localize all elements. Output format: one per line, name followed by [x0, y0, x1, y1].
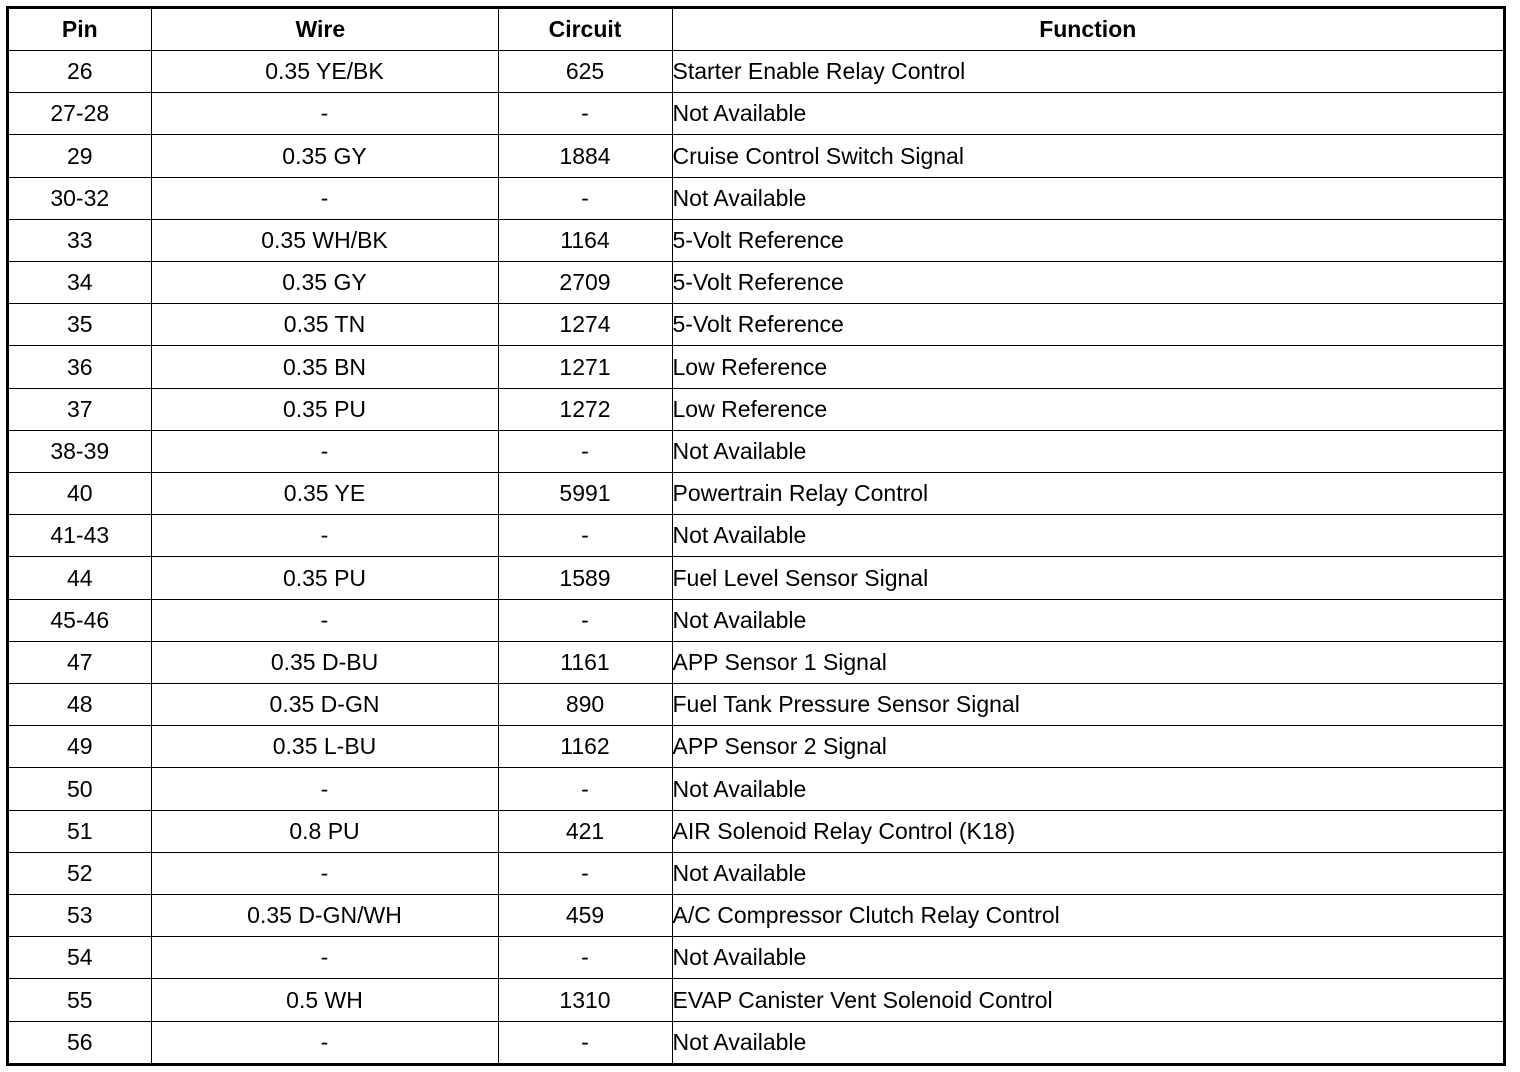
circuit-cell: 890: [498, 684, 672, 726]
function-cell: Not Available: [672, 599, 1503, 641]
wire-cell: -: [151, 852, 498, 894]
circuit-cell: -: [498, 599, 672, 641]
wire-cell: -: [151, 937, 498, 979]
wire-cell: 0.5 WH: [151, 979, 498, 1021]
circuit-cell: 1274: [498, 304, 672, 346]
wire-cell: -: [151, 768, 498, 810]
circuit-cell: 1164: [498, 219, 672, 261]
circuit-cell: -: [498, 515, 672, 557]
function-cell: APP Sensor 2 Signal: [672, 726, 1503, 768]
pin-cell: 40: [9, 473, 151, 515]
pin-cell: 30-32: [9, 177, 151, 219]
pin-cell: 36: [9, 346, 151, 388]
pin-cell: 41-43: [9, 515, 151, 557]
pin-cell: 48: [9, 684, 151, 726]
wire-cell: 0.8 PU: [151, 810, 498, 852]
circuit-cell: -: [498, 768, 672, 810]
wire-cell: -: [151, 430, 498, 472]
function-cell: Powertrain Relay Control: [672, 473, 1503, 515]
wire-cell: -: [151, 1021, 498, 1063]
table-row: [9, 726, 1503, 768]
wire-cell: 0.35 D-GN: [151, 684, 498, 726]
table-row: [9, 388, 1503, 430]
function-cell: Not Available: [672, 515, 1503, 557]
table-row: [9, 599, 1503, 641]
function-cell: 5-Volt Reference: [672, 219, 1503, 261]
pin-cell: 45-46: [9, 599, 151, 641]
table-row: [9, 810, 1503, 852]
function-cell: Starter Enable Relay Control: [672, 51, 1503, 93]
pin-cell: 33: [9, 219, 151, 261]
function-cell: Not Available: [672, 93, 1503, 135]
function-cell: Not Available: [672, 768, 1503, 810]
connector-pinout-table-frame: [6, 6, 1506, 1066]
circuit-cell: -: [498, 937, 672, 979]
header-wire: Wire: [151, 9, 498, 51]
function-cell: Low Reference: [672, 346, 1503, 388]
circuit-cell: -: [498, 177, 672, 219]
connector-pinout-table: [9, 9, 1503, 1063]
table-row: [9, 852, 1503, 894]
pin-cell: 37: [9, 388, 151, 430]
header-pin: Pin: [9, 9, 151, 51]
pin-cell: 55: [9, 979, 151, 1021]
pin-cell: 56: [9, 1021, 151, 1063]
wire-cell: 0.35 GY: [151, 262, 498, 304]
header-row: [9, 9, 1503, 51]
circuit-cell: 1589: [498, 557, 672, 599]
wire-cell: 0.35 D-BU: [151, 641, 498, 683]
table-row: [9, 473, 1503, 515]
pin-cell: 35: [9, 304, 151, 346]
table-row: [9, 262, 1503, 304]
table-row: [9, 135, 1503, 177]
circuit-cell: -: [498, 852, 672, 894]
circuit-cell: 1271: [498, 346, 672, 388]
circuit-cell: 1272: [498, 388, 672, 430]
pin-cell: 44: [9, 557, 151, 599]
pin-cell: 38-39: [9, 430, 151, 472]
pin-cell: 50: [9, 768, 151, 810]
function-cell: APP Sensor 1 Signal: [672, 641, 1503, 683]
pin-cell: 26: [9, 51, 151, 93]
table-row: [9, 937, 1503, 979]
circuit-cell: -: [498, 93, 672, 135]
header-circuit: Circuit: [498, 9, 672, 51]
wire-cell: 0.35 GY: [151, 135, 498, 177]
table-row: [9, 684, 1503, 726]
function-cell: A/C Compressor Clutch Relay Control: [672, 895, 1503, 937]
wire-cell: 0.35 BN: [151, 346, 498, 388]
table-row: [9, 768, 1503, 810]
table-header: [9, 9, 1503, 51]
circuit-cell: 2709: [498, 262, 672, 304]
function-cell: Not Available: [672, 937, 1503, 979]
circuit-cell: 5991: [498, 473, 672, 515]
pin-cell: 54: [9, 937, 151, 979]
function-cell: EVAP Canister Vent Solenoid Control: [672, 979, 1503, 1021]
function-cell: Not Available: [672, 430, 1503, 472]
pin-cell: 47: [9, 641, 151, 683]
table-row: [9, 219, 1503, 261]
pin-cell: 49: [9, 726, 151, 768]
table-row: [9, 430, 1503, 472]
pin-cell: 34: [9, 262, 151, 304]
function-cell: Not Available: [672, 852, 1503, 894]
wire-cell: 0.35 WH/BK: [151, 219, 498, 261]
circuit-cell: 625: [498, 51, 672, 93]
function-cell: Fuel Tank Pressure Sensor Signal: [672, 684, 1503, 726]
table-row: [9, 304, 1503, 346]
table-row: [9, 515, 1503, 557]
table-row: [9, 557, 1503, 599]
table-body: [9, 51, 1503, 1064]
function-cell: Not Available: [672, 177, 1503, 219]
wire-cell: 0.35 D-GN/WH: [151, 895, 498, 937]
table-row: [9, 895, 1503, 937]
circuit-cell: 1161: [498, 641, 672, 683]
pin-cell: 52: [9, 852, 151, 894]
circuit-cell: 1310: [498, 979, 672, 1021]
pin-cell: 51: [9, 810, 151, 852]
table-row: [9, 979, 1503, 1021]
circuit-cell: 1162: [498, 726, 672, 768]
wire-cell: -: [151, 599, 498, 641]
pin-cell: 29: [9, 135, 151, 177]
function-cell: Not Available: [672, 1021, 1503, 1063]
circuit-cell: 1884: [498, 135, 672, 177]
wire-cell: 0.35 PU: [151, 388, 498, 430]
function-cell: Cruise Control Switch Signal: [672, 135, 1503, 177]
table-row: [9, 346, 1503, 388]
function-cell: Fuel Level Sensor Signal: [672, 557, 1503, 599]
circuit-cell: 421: [498, 810, 672, 852]
function-cell: 5-Volt Reference: [672, 262, 1503, 304]
wire-cell: -: [151, 177, 498, 219]
table-row: [9, 1021, 1503, 1063]
circuit-cell: -: [498, 1021, 672, 1063]
wire-cell: -: [151, 515, 498, 557]
wire-cell: 0.35 YE/BK: [151, 51, 498, 93]
function-cell: AIR Solenoid Relay Control (K18): [672, 810, 1503, 852]
header-function: Function: [672, 9, 1503, 51]
wire-cell: 0.35 YE: [151, 473, 498, 515]
table-row: [9, 641, 1503, 683]
pin-cell: 27-28: [9, 93, 151, 135]
circuit-cell: -: [498, 430, 672, 472]
wire-cell: 0.35 PU: [151, 557, 498, 599]
wire-cell: 0.35 L-BU: [151, 726, 498, 768]
function-cell: Low Reference: [672, 388, 1503, 430]
wire-cell: 0.35 TN: [151, 304, 498, 346]
circuit-cell: 459: [498, 895, 672, 937]
table-row: [9, 51, 1503, 93]
pin-cell: 53: [9, 895, 151, 937]
table-row: [9, 177, 1503, 219]
function-cell: 5-Volt Reference: [672, 304, 1503, 346]
table-row: [9, 93, 1503, 135]
wire-cell: -: [151, 93, 498, 135]
